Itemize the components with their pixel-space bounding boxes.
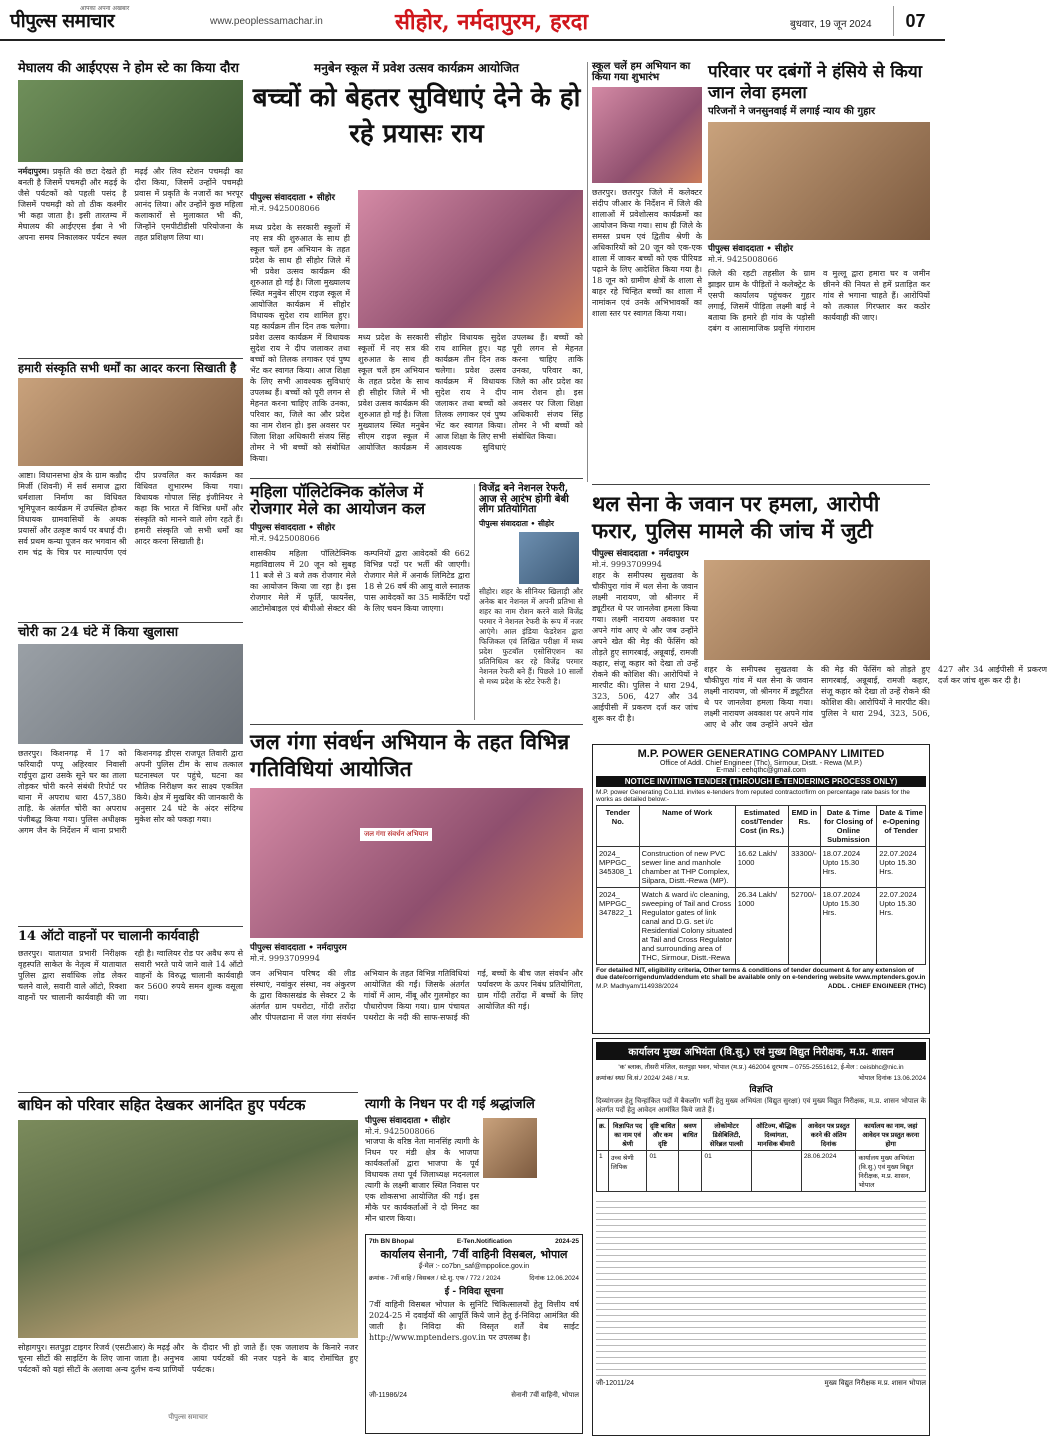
ad-mp-madhyam: M.P. Madhyam/114938/2024 (596, 983, 679, 990)
story-text: प्रकृति की छटा देखते ही बनती है जिसमें पचमढ़ी और मढ़ई के जैसे पर्यटकों को पहली पसंद है जिसमें पचमढ़ी को तो ठीक कश्मीर भी कहा जाता है। इसी तारतम्य में मेघालय की आईएएस ईबा ने भी अपना समय निकालकर पर्यटन स्थल मढ़ई और लिव स्टेशन पचमढ़ी का दौरा किया, जिसमें उन्होंने पचमढ़ी प्रवास में प्रकृति के नजारों का भरपूर आनंद लिया। और उन्होंने कुछ महिला कलाकारों से मुलाकात भी की, जिन्होंने एमपीटीडीसी परियोजना के तहत प्रशिक्षण लिया था। (18, 166, 243, 242)
masthead-logo[interactable] (10, 4, 200, 34)
kicker: मनुबेन स्कूल में प्रवेश उत्सव कार्यक्रम आयोजित (314, 61, 519, 75)
story-referee (479, 484, 583, 720)
headline: हमारी संस्कृति सभी धर्मों का आदर करना सिखाती है (18, 361, 237, 375)
byline: पीपुल्स संवाददाता • नर्मदापुरम (592, 549, 689, 559)
headline: परिवार पर दबंगों ने हंसिये से किया जान लेवा हमला (708, 62, 923, 103)
col-header: विज्ञापित पद का नाम एवं श्रेणी (608, 1119, 647, 1151)
story-thalsena (592, 490, 1047, 740)
col-header: Tender No. (597, 806, 640, 847)
story-tyagi (365, 1098, 583, 1230)
byline-place: सीहोर (431, 1115, 450, 1126)
ad-email[interactable]: E-mail : eehqthc@gmail.com (716, 767, 806, 774)
byline-name: पीपुल्स संवाददाता (479, 518, 528, 528)
byline-place: नर्मदापुरम (316, 943, 347, 953)
byline-name: पीपुल्स संवाददाता (250, 522, 306, 533)
byline: पीपुल्स संवाददाता • सीहोर (479, 518, 554, 528)
ad-date: भोपाल दिनांक 13.06.2024 (858, 1075, 926, 1082)
byline: पीपुल्स संवाददाता • सीहोर (708, 244, 793, 254)
story-body: सीहोर। शहर के सीनियर खिलाड़ी और अनेक बार नेशनल में अपनी प्रतिभा से शहर का नाम रोशन करने वाले विजेंद्र परमार ने नेशनल रेफरी के रूप में नजर आएंगे। आल इंडिया फेडरेशन द्वारा फिजिकल एवं लिखित परीक्षा में मध्य प्रदेश फुटबॉल एसोसिएशन का प्रतिनिधित्व कर रहे विजेंद्र परमार नेशनल रेफरी बने हैं। पिछले 10 सालों से मध्य प्रदेश के स्टेट रेफरी है। (479, 586, 583, 686)
ad-signatory: ADDL . CHIEF ENGINEER (THC) (827, 983, 926, 990)
byline: पीपुल्स संवाददाता • सीहोर (250, 193, 335, 203)
headline: मेघालय की आईएएस ने होम स्टे का किया दौरा (18, 61, 240, 76)
masthead-tagline: आपका अपना अखबार (80, 5, 130, 12)
divider (18, 1092, 358, 1093)
col-header: कार्यालय का नाम, जहां आवेदन पत्र प्रस्तुत करना होगा (856, 1119, 926, 1151)
ad-mpeb (592, 1038, 930, 1436)
story-dabang (708, 62, 930, 482)
photo-jalganga-group (250, 788, 583, 938)
table-row (597, 888, 926, 965)
table-cell: कार्यालय मुख्य अभियंता (वि.सु.) एवं मुख्य विद्युत निरीक्षक, म.प्र. शासन, भोपाल (856, 1151, 926, 1192)
story-body: छतरपुर। किशनगढ़ में 17 को फरियादी पप्पू अहिरवार निवासी राईपुरा द्वारा उसके सूने घर का ताला तोड़कर चोरी करने संबंधी रिपोर्ट पर थाना में अपराध धारा 457,380 ताहि. के अंतर्गत चोरी का अपराध पंजीबद्ध किया गया। पुलिस अधीक्षक अगम जैन के निर्देशन में थाना प्रभारी किशनगढ़ डीएस राजपूत तिवारी द्वारा अपनी पुलिस टीम के साथ तत्काल घटनास्थल पर पहुंचे, घटना का भौतिक निरीक्षण कर साक्ष्य एकत्रित किये। क्षेत्र में मुखबिर की जानकारी के अनुसार 24 घंटे के अंदर संदिग्ध मुकेश सोर को पकड़ा गया। (18, 748, 243, 835)
ad-address: 'क' ब्लाक, तीसरी मंजिल, सतपुड़ा भवन, भोपाल (म.प्र.) 462004 दूरभाष – 0755-2551612, ई-मेल : ceisbhc@nic.in (618, 1064, 904, 1071)
ad-company: M.P. POWER GENERATING COMPANY LIMITED (637, 748, 885, 760)
story-body-cont (704, 664, 1047, 740)
ad-office: Office of Addl. Chief Engineer (Thc), Sirmour, Distt. - Rewa (M.P.) (659, 760, 863, 767)
table-cell: Construction of new PVC sewer line and manhole chamber at THP Complex, Silpara, Distt.-Rewa (MP). (639, 847, 735, 888)
ad-mppgcl (592, 744, 930, 1034)
byline-place: सीहोर (316, 193, 335, 203)
table-cell: 33300/- (789, 847, 820, 888)
table-cell: 01 (702, 1151, 751, 1192)
ad-footer (369, 1391, 579, 1400)
story-manuben (250, 62, 583, 472)
col-header: Estimated cost/Tender Cost (in Rs.) (735, 806, 788, 847)
ad-vigyapti: विज्ञप्ति (749, 1085, 773, 1095)
divider (592, 484, 930, 485)
ad-notice-title: NOTICE INVITING TENDER (THROUGH E-TENDERING PROCESS ONLY) (596, 776, 926, 787)
story-body: शहर के समीपस्थ सुखतवा के चौकीपुरा गांव में थल सेना के जवान लक्ष्मी नारायण, जो श्रीनगर में ड्यूटीरत थे पर जानलेवा हमला किया गया। लक्ष्मी नारायण अवकाश पर अपने गांव आए थे और जब उन्होंने अपने खेत की मेड़ की फेंसिंग को तोड़ते हुए सागरबाई, अन्नूबाई, रामजी कहार, संजू कहार को देखा तो उन्हें रोकने की कोशिश की। आरोपियों ने मारपीट की। पुलिस ने धारा 294, 323, 506, 427 और 34 आईपीसी में प्रकरण दर्ज कर जांच शुरू कर दी है। (592, 571, 698, 723)
ad-ref: क्रमांक - 7वीं वाहि / विसबल / स्टे.शु. एफ / 772 / 2024 (369, 1275, 501, 1282)
story-text: शहर के समीपस्थ सुखतवा के चौकीपुरा गांव में थल सेना के जवान लक्ष्मी नारायण, जो श्रीनगर में ड्यूटीरत थे पर जानलेवा हमला किया गया। लक्ष्मी नारायण अवकाश पर अपने गांव आए थे और जब उन्होंने अपने खेत की मेड़ की फेंसिंग को तोड़ते हुए सागरबाई, अन्नूबाई, रामजी कहार, संजू कहार को देखा तो उन्हें रोकने की कोशिश की। आरोपियों ने मारपीट की। पुलिस ने धारा 294, 323, 506, 427 और 34 आईपीसी में प्रकरण दर्ज कर जांच शुरू कर दी है। (704, 665, 1047, 729)
ad-title: कार्यालय सेनानी, 7वीं वाहिनी विसबल, भोपाल (380, 1248, 568, 1261)
byline-place: सीहोर (774, 244, 793, 254)
ad-fine-print (596, 1196, 926, 1376)
byline-mobile: मो.नं. 9425008066 (250, 204, 320, 213)
byline: पीपुल्स संवाददाता • सीहोर (250, 522, 335, 533)
byline: पीपुल्स संवाददाता • नर्मदापुरम (250, 943, 347, 953)
ad-code: जी-12011/24 (596, 1380, 635, 1387)
story-body: छतरपुर। छतरपुर जिले में कलेक्टर संदीप जीआर के निर्देशन में जिले की शालाओं में प्रवेशोत्सव कार्यक्रमों का आयोजन किया गया। साथ ही जिले के समस्त प्रथम एवं द्वितीय श्रेणी के अधिकारियों को 20 जून को एक-एक शाला में जाकर बच्चों को एक पीरियड पढ़ाने के लिए आदेशित किया गया है। 18 जून को ग्रामीण क्षेत्रों के शाला से बाहर रहे चिन्हित बच्चों का शाला में नामांकन एवं उनके अभिभावकों का शाला स्तर पर स्वागत किया गया। (592, 188, 702, 318)
story-body: छतरपुर। यातायात प्रभारी निरीक्षक वृहस्पति साकेत के नेतृत्व में यातायात पुलिस द्वारा सर्वाधिक लोड लेकर चलने वाले, सवारी वाले ऑटो, रिक्शा वाहनों पर चालानी कार्यवाही की जा रही है। ग्वालियर रोड पर अवैध रूप से सवारी भरते पाये जाने वाले 14 ऑटो वाहनों के विरुद्ध चालानी कार्यवाही कर 5600 रुपये समन शुल्क वसूला गया। (18, 948, 243, 1002)
story-sanskriti (18, 362, 243, 620)
table-cell: 18.07.2024 Upto 15.30 Hrs. (820, 847, 877, 888)
ad-ref: क्रमांक/ स्था/ वि.सं./ 2024/ 248 / म.प्र. (596, 1075, 690, 1082)
vacancy-table (596, 1118, 926, 1192)
banner-text: जल गंगा संवर्धन अभियान (360, 828, 432, 841)
divider (18, 358, 243, 359)
col-header: क्र. (597, 1119, 609, 1151)
masthead-rule (0, 39, 945, 41)
table-cell: 01 (647, 1151, 678, 1192)
ad-top-right: 2024-25 (555, 1238, 579, 1245)
headline: विजेंद्र बने नेशनल रेफरी, आज से आरंभ होगी बेबी लीग प्रतियोगिता (479, 483, 569, 515)
ad-topline (369, 1238, 579, 1245)
byline-mobile: मो.नं. 9425008066 (708, 255, 778, 264)
table-cell (678, 1151, 702, 1192)
story-body: जन अभियान परिषद की लीड संस्थाएं, नवांकुर संस्था, नव अंकुरण के द्वारा विकासखंड के सेक्टर 2 के अंतर्गत ग्राम पथरोटा, गोंदी तरोंदा और पीपलढाना में जल गंगा संवर्धन अभियान के तहत विभिन्न गतिविधियां आयोजित की गईं। जिसके अंतर्गत गांवों में आम, नींबू और गुलमोहर का पौधारोपण किया गया। ग्राम पंचायत पथरोटा के नदी की साफ-सफाई की गई, बच्चों के बीच जल संवर्धन और पर्यावरण के ऊपर निबंध प्रतियोगिता, ग्राम गोंदी तरोंदा में बच्चों के लिए आयोजित की गई। (250, 969, 583, 1022)
table-cell: 26.34 Lakh/ 1000 (735, 888, 788, 965)
story-meghalaya (18, 62, 243, 352)
byline: पीपुल्स संवाददाता • सीहोर (365, 1115, 450, 1126)
story-auto (18, 930, 243, 1086)
col-header: Date & Time for Closing of Online Submission (820, 806, 877, 847)
story-body (18, 166, 243, 350)
story-body: जिले की रहटी तहसील के ग्राम झाझर ग्राम के पीड़ितों ने कलेक्ट्रेट के एसपी कार्यालय पहुंचकर गुहार लगाई, जिसमें पीड़िता लक्ष्मी बाई ने बताया कि हमारे ही गांव के पड़ोसी दबंग व आसामाजिक प्रवृत्ति गंगाराम व मुल्लू द्वारा हमारा घर व जमीन छीनने की नियत से हमें प्रताड़ित कर गांव से भगाना चाहते हैं। आरोपियों को तत्काल गिरफ्तार कर कठोर कार्यवाही की जाए। (708, 269, 930, 333)
divider (250, 478, 583, 479)
table-row (597, 847, 926, 888)
ad-ref-line (369, 1273, 579, 1282)
masthead (0, 0, 945, 40)
page-number: 07 (893, 6, 937, 36)
ad-signatory: सेनानी 7वीं वाहिनी, भोपाल (511, 1392, 579, 1399)
story-body: भाजपा के वरिष्ठ नेता मानसिंह त्यागी के निधन पर मंडी क्षेत्र के भाजपा कार्यकर्ताओं द्वारा भाजपा के पूर्व विधायक तथा पूर्व जिलाध्यक्ष मदनलाल त्यागी के लक्ष्मी बाजार स्थित निवास पर एक शोकसभा आयोजित की गई। इस मौके पर कार्यकर्ताओं ने दो मिनट का मौन धारण किया। (365, 1137, 479, 1223)
photo-attack-site (704, 560, 930, 660)
byline-name: पीपुल्स संवाददाता (250, 943, 306, 953)
table-cell: 2024_ MPPGC_ 347822_1 (597, 888, 640, 965)
ad-title: कार्यालय मुख्य अभियंता (वि.सु.) एवं मुख्य विद्युत निरीक्षक, म.प्र. शासन (596, 1042, 926, 1060)
photo-meghalaya-visit (18, 80, 243, 162)
masthead-date: बुधवार, 19 जून 2024 (790, 19, 872, 30)
ad-footer (596, 1379, 926, 1388)
headline: स्कूल चलें हम अभियान का किया गया शुभारंभ (592, 61, 691, 83)
byline-mobile: मो.नं. 9425008066 (365, 1126, 435, 1136)
photo-tyagi (483, 1118, 537, 1178)
masthead-url[interactable]: www.peoplessamachar.in (210, 16, 323, 27)
headline: बाघिन को परिवार सहित देखकर आनंदित हुए पर्यटक (18, 1096, 306, 1114)
table-cell: Watch & ward i/c cleaning, sweeping of Tail and Cross Regulator gates of link canal and D.G. set i/c Residential Colony situated at Tail and Cross Regulator and surrounding area of THC, Sirmour, Distt.-Rewa (639, 888, 735, 965)
photo-tigress-family (18, 1120, 358, 1338)
ad-footer-note: For detailed NIT, eligibility criteria, Other terms & conditions of tender document & for any extension of due date/corrigendum/addendum etc shall be available only on e-tendering website www.mptenders.gov.in (596, 967, 926, 981)
photo-bhoomipujan (18, 378, 243, 466)
story-school-chale (592, 62, 702, 482)
divider (250, 724, 583, 725)
story-body: आष्टा। विधानसभा क्षेत्र के ग्राम कन्नौद मिर्जी (शिवनी) में सर्व समाज द्वारा धर्मशाला निर्माण का विधिवत भूमिपूजन कार्यक्रम में उपस्थित होकर विधायक ग्रामवासियों के अथक प्रयासों और उत्कृष्ट कार्य पर बधाई दी। सर्व प्रथम कन्या पूजन कर भगवान श्री राम चंद्र के चित्र पर माल्यार्पण एवं दीप प्रज्वलित कर कार्यक्रम का विधिवत शुभारम्भ किया गया। विधायक गोपाल सिंह इंजीनियर ने कहा कि भारत में विभिन्न धर्मों और संस्कृति को मानने वाले लोग रहते हैं। हमारी संस्कृति जो सभी धर्मों का आदर करना सिखाती है। (18, 471, 243, 558)
story-body-cont (358, 332, 583, 470)
ad-code: जी-11986/24 (369, 1392, 408, 1399)
ad-top-mid: E-Ten.Notification (456, 1238, 513, 1245)
divider-vertical (474, 484, 475, 720)
headline: थल सेना के जवान पर हमला, आरोपी फरार, पुलिस मामले की जांच में जुटी (592, 491, 880, 543)
table-cell: 2024_ MPPGC_ 345308_1 (597, 847, 640, 888)
byline-name: पीपुल्स संवाददाता (708, 244, 764, 254)
ad-notice: ई - निविदा सूचना (444, 1287, 504, 1297)
byline-mobile: मो.नं. 9425008066 (250, 533, 320, 543)
photo-school-event (592, 87, 702, 183)
ad-date: दिनांक 12.06.2024 (529, 1275, 579, 1282)
ad-signatory: मुख्य विद्युत निरीक्षक म.प्र. शासन भोपाल (824, 1380, 926, 1387)
col-header: श्रवण बाधित (678, 1119, 702, 1151)
story-text: मध्य प्रदेश के सरकारी स्कूलों में नए सत्र की शुरुआत के साथ ही स्कूल चलें हम अभियान के तहत प्रदेश के साथ ही सीहोर जिले में भी प्रवेश उत्सव कार्यक्रम की शुरुआत हो गई है। जिला मुख्यालय स्थित मनुबेन सीएम राइज स्कूल में आयोजित कार्यक्रम में सीहोर विधायक सुदेश राय शामिल हुए। यह कार्यक्रम तीन दिन तक चलेगा। प्रवेश उत्सव कार्यक्रम में विधायक सुदेश राय ने दीप जलाकर तथा बच्चों को तिलक लगाकर एवं पुष्प भेंट कर स्वागत किया। आज शिक्षा के लिए सभी आवश्यक सुविधाएं उपलब्ध हैं। बच्चों को पूरी लगन से मेहनत करना चाहिए ताकि उनका, परिवार का, जिले का और प्रदेश का नाम रोशन हो। इस अवसर पर जिला शिक्षा अधिकारी संजय सिंह तोमर ने भी बच्चों को संबोधित किया। (358, 333, 583, 452)
story-chori (18, 626, 243, 924)
divider-vertical (587, 62, 588, 482)
col-header: आवेदन पत्र प्रस्तुत करने की अंतिम दिनांक (801, 1119, 856, 1151)
headline: बच्चों को बेहतर सुविधाएं देने के हो रहे प्रयासः राय (252, 83, 581, 149)
col-header: लोकोमोटर डिसेबिलिटी, सेरिब्रल पाल्सी (702, 1119, 751, 1151)
headline: महिला पॉलिटेक्निक कॉलेज में रोजगार मेले का आयोजन कल (250, 482, 426, 518)
table-cell: 52700/- (789, 888, 820, 965)
table-cell: 28.06.2024 (801, 1151, 856, 1192)
vacancy-header-row (597, 1119, 926, 1151)
dateline: नर्मदापुरम। (18, 165, 50, 176)
table-row (597, 1151, 926, 1192)
byline-name: पीपुल्स संवाददाता (592, 549, 648, 559)
tender-header-row (597, 806, 926, 847)
table-cell: 16.62 Lakh/ 1000 (735, 847, 788, 888)
story-jalganga (250, 728, 583, 1094)
col-header: दृष्टि बाधित और कम दृष्टि (647, 1119, 678, 1151)
ad-email[interactable]: ई-मेल :- co7bn_saf@mppolice.gov.in (418, 1263, 530, 1270)
baghin-footer: पीपुल्स समाचार (168, 1413, 208, 1421)
photo-police-team (18, 644, 243, 744)
headline: जल गंगा संवर्धन अभियान के तहत विभिन्न गतिविधियां आयोजित (250, 729, 570, 781)
table-cell: 18.07.2024 Upto 15.30 Hrs. (820, 888, 877, 965)
subhead: परिजनों ने जनसुनवाई में लगाई न्याय की गुहार (708, 106, 876, 117)
ad-body: 7वीं वाहिनी विसबल भोपाल के सुनिटि चिकित्सालयों हेतु वित्तीय वर्ष 2024-25 में दवाईयों की आपूर्ति किये जाने हेतु ई-निविदा आमंत्रित की जाती है। निविदा की विस्तृत शर्तें वेब साईट http://www.mptenders.gov.in पर उपलब्ध है। (369, 1300, 579, 1342)
byline-place: नर्मदापुरम (658, 549, 689, 559)
photo-victims (708, 122, 930, 240)
story-rojgar (250, 484, 470, 720)
table-cell: उच्च श्रेणी लिपिक (608, 1151, 647, 1192)
ad-top-left: 7th BN Bhopal (369, 1238, 414, 1245)
byline-place: सीहोर (316, 522, 335, 533)
col-header: EMD in Rs. (789, 806, 820, 847)
divider (18, 926, 243, 927)
byline-mobile: मो.नं. 9993709994 (592, 560, 662, 569)
photo-school-children (358, 190, 583, 328)
col-header: Name of Work (639, 806, 735, 847)
logo-text: पीपुल्स समाचार (10, 10, 115, 32)
byline-name: पीपुल्स संवाददाता (365, 1115, 421, 1126)
headline: 14 ऑटो वाहनों पर चालानी कार्यवाही (18, 929, 199, 944)
byline-name: पीपुल्स संवाददाता (250, 193, 306, 203)
ad-senani (365, 1234, 583, 1434)
story-baghin (18, 1098, 358, 1438)
byline-mobile: मो.नं. 9993709994 (250, 954, 320, 963)
ad-intro: दिव्यांगजन हेतु चिन्हांकित पदों में बैकलॉग भर्ती हेतु मुख्य अभियंता (विद्युत सुरक्षा) एवं मुख्य विद्युत निरीक्षक, म.प्र. शासन भोपाल के अंतर्गत पदों हेतु आवेदन आमंत्रित किये जाते हैं। (596, 1097, 926, 1114)
story-body: शासकीय महिला पॉलिटेक्निक महाविद्यालय में 20 जून को सुबह 11 बजे से 3 बजे तक रोजगार मेले का आयोजन किया जा रहा है। इस रोजगार मेले में फूर्ति, फायनेंस, आटोमोबाइल एवं बीपीओ सेक्टर की कम्पनियों द्वारा आवेदकों की 662 विभिन्न पदों पर भर्ती की जाएगी। रोजगार मेले में अनार्क लिमिटेड द्वारा 18 से 26 वर्ष की आयु वाले स्नातक पास आवेदकों का 35 मार्केटिंग पदों के लिए चयन किया जाएगा। (250, 548, 470, 613)
photo-vijendra (519, 532, 579, 584)
table-cell: 22.07.2024 Upto 15.30 Hrs. (877, 847, 926, 888)
table-cell (751, 1151, 801, 1192)
divider (18, 622, 243, 623)
col-header: Date & Time e-Opening of Tender (877, 806, 926, 847)
ad-ref-line (596, 1073, 926, 1082)
byline-place: सीहोर (537, 518, 554, 528)
ad-footer (596, 983, 926, 990)
byline-box (250, 192, 350, 214)
section-title: सीहोर, नर्मदापुरम, हरदा (395, 9, 589, 35)
tender-table (596, 805, 926, 965)
table-cell: 1 (597, 1151, 609, 1192)
story-body: सोहागपुर। सतपुड़ा टाइगर रिजर्व (एसटीआर) के मढ़ई और चूरना सीटों की साइटिंग के लिए जाना जाता है। अनुभव पर्यटकों को यहां सीटों के अलावा अन्य दुर्लभ वन्य प्राणियों के दीदार भी हो जाते हैं। एक जलाशय के किनारे नजर आया पर्यटकों की नजर पड़ने के बाद रोमांचित हुए पर्यटक। (18, 1342, 358, 1374)
col-header: ऑटिज्म, बौद्धिक दिव्यांगता, मानसिक बीमारी (751, 1119, 801, 1151)
ad-intro: M.P. power Generating Co.Ltd. invites e-tenders from reputed contractor/firm on percentage rate basis for the works as detailed below:- (596, 789, 910, 803)
table-cell: 22.07.2024 Upto 15.30 Hrs. (877, 888, 926, 965)
headline: त्यागी के निधन पर दी गई श्रद्धांजलि (365, 1097, 535, 1112)
story-body: मध्य प्रदेश के सरकारी स्कूलों में नए सत्र की शुरुआत के साथ ही स्कूल चलें हम अभियान के तहत प्रदेश के साथ ही सीहोर जिले में भी प्रवेश उत्सव कार्यक्रम की शुरुआत हो गई है। जिला मुख्यालय स्थित मनुबेन सीएम राइज स्कूल में आयोजित कार्यक्रम में सीहोर विधायक सुदेश राय शामिल हुए। यह कार्यक्रम तीन दिन तक चलेगा। प्रवेश उत्सव कार्यक्रम में विधायक सुदेश राय ने दीप जलाकर तथा बच्चों को तिलक लगाकर एवं पुष्प भेंट कर स्वागत किया। आज शिक्षा के लिए सभी आवश्यक सुविधाएं उपलब्ध हैं। बच्चों को पूरी लगन से मेहनत करना चाहिए ताकि उनका, परिवार का, जिले का और प्रदेश का नाम रोशन हो। इस अवसर पर जिला शिक्षा अधिकारी संजय सिंह तोमर ने भी बच्चों को संबोधित किया। (250, 223, 350, 463)
headline: चोरी का 24 घंटे में किया खुलासा (18, 625, 179, 640)
